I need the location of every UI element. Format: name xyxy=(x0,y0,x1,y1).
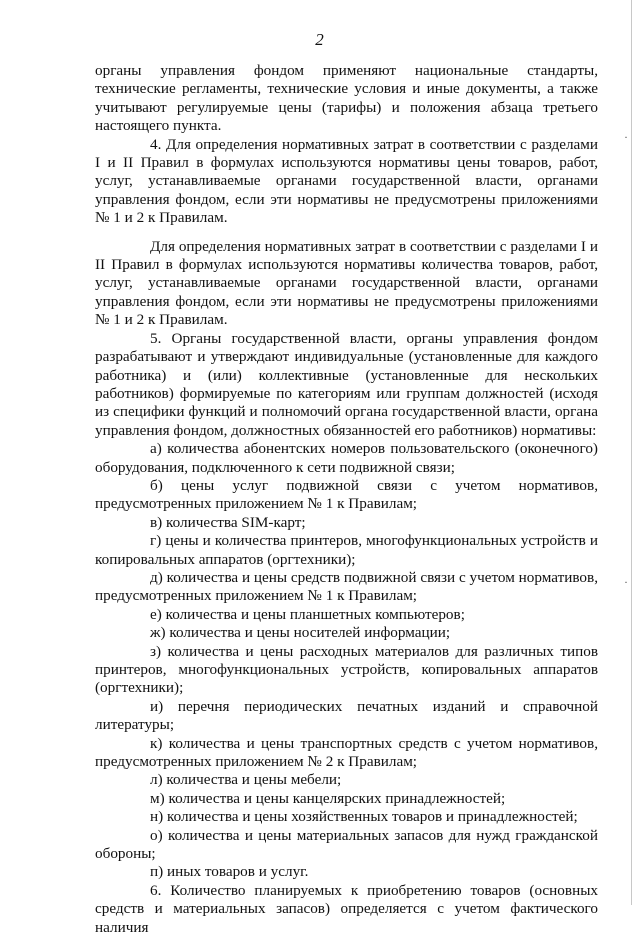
list-item-o: о) количества и цены материальных запасов для нужд гражданской обороны; xyxy=(95,826,598,863)
list-item-g: г) цены и количества принтеров, многофункциональных устройств и копировальных аппаратов (оргтехники); xyxy=(95,532,598,568)
scan-edge-line xyxy=(631,0,632,905)
list-item-i: и) перечня периодических печатных изданий и справочной литературы; xyxy=(95,697,598,734)
margin-dot: · xyxy=(624,575,628,589)
document-body xyxy=(95,62,598,937)
list-item-m: м) количества и цены канцелярских принадлежностей; xyxy=(150,789,506,807)
paragraph-continuation: органы управления фондом применяют национальные стандарты, технические регламенты, технические условия и иные документы, а также учитывают регулируемые цены (тарифы) и положения абзаца третьего настоящего пункта. xyxy=(95,62,598,135)
list-item-zh: ж) количества и цены носителей информации; xyxy=(150,624,451,642)
list-item-k: к) количества и цены транспортных средств с учетом нормативов, предусмотренных приложением № 2 к Правилам; xyxy=(95,734,598,771)
list-item-p: п) иных товаров и услуг. xyxy=(150,863,309,881)
list-item-b: б) цены услуг подвижной связи с учетом нормативов, предусмотренных приложением № 1 к Правилам; xyxy=(95,476,598,513)
paragraph-item-4-second: Для определения нормативных затрат в соответствии с разделами I и II Правил в формулах используются нормативы количества товаров, работ, услуг, устанавливаемые органами государственной власти, органами управления фондом, если эти нормативы не предусмотрены приложениями № 1 и 2 к Правилам. xyxy=(95,237,598,329)
paragraph-item-4: 4. Для определения нормативных затрат в соответствии с разделами I и II Правил в формулах используются нормативы цены товаров, работ, услуг, устанавливаемые органами государственной власти, органами управления фондом, если эти нормативы не предусмотрены приложениями № 1 и 2 к Правилам. xyxy=(95,135,598,227)
list-item-z: з) количества и цены расходных материалов для различных типов принтеров, многофункциональных устройств, копировальных аппаратов (оргтехники); xyxy=(95,642,598,697)
list-item-n: н) количества и цены хозяйственных товаров и принадлежностей; xyxy=(150,808,578,826)
list-item-e: е) количества и цены планшетных компьютеров; xyxy=(150,605,465,623)
list-item-d: д) количества и цены средств подвижной связи с учетом нормативов, предусмотренных приложением № 1 к Правилам; xyxy=(95,568,598,605)
paragraph-item-5: 5. Органы государственной власти, органы управления фондом разрабатывают и утверждают индивидуальные (установленные для каждого работника) и (или) коллективные (установленные для нескольких работников) формируемые по категориям или группам должностей (исходя из специфики функций и полномочий органа государственной власти, органа управления фондом, должностных обязанностей его работников) нормативы: xyxy=(95,329,598,439)
page-number: 2 xyxy=(315,30,325,49)
list-item-v: в) количества SIM-карт; xyxy=(150,513,306,531)
list-item-a: а) количества абонентских номеров пользовательского (оконечного) оборудования, подключенного к сети подвижной связи; xyxy=(95,440,598,476)
list-item-l: л) количества и цены мебели; xyxy=(150,771,342,789)
margin-dot: · xyxy=(624,130,628,144)
paragraph-item-6: 6. Количество планируемых к приобретению товаров (основных средств и материальных запасов) определяется с учетом фактического наличия xyxy=(95,881,598,936)
